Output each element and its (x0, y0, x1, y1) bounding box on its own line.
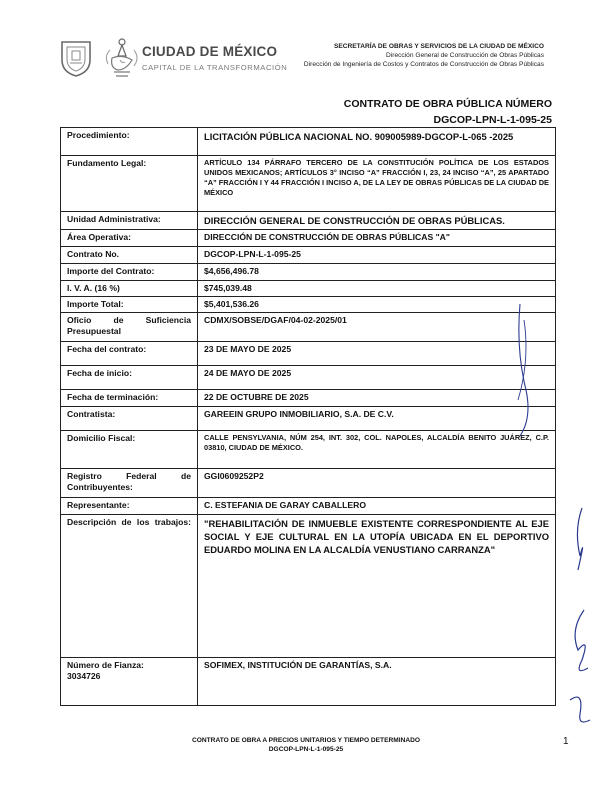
row-value: 24 DE MAYO DE 2025 (198, 366, 556, 390)
agency-header (304, 42, 544, 69)
row-value: DIRECCIÓN DE CONSTRUCCIÓN DE OBRAS PÚBLICAS "A" (198, 230, 556, 247)
row-label: Descripción de los trabajos: (61, 515, 198, 658)
monument-icon (100, 36, 140, 80)
table-row (61, 366, 556, 390)
table-row (61, 498, 556, 515)
row-label: Contrato No. (61, 247, 198, 264)
bond-label: Número de Fianza: (67, 660, 144, 670)
table-row (61, 658, 556, 706)
table-row (61, 297, 556, 313)
page-footer (0, 736, 612, 754)
row-value: SOFIMEX, INSTITUCIÓN DE GARANTÍAS, S.A. (198, 658, 556, 706)
table-row (61, 515, 556, 658)
footer-line-1: CONTRATO DE OBRA A PRECIOS UNITARIOS Y TIEMPO DETERMINADO (192, 737, 420, 744)
row-label: I. V. A. (16 %) (61, 281, 198, 297)
row-label: Fecha del contrato: (61, 342, 198, 366)
row-value: 22 DE OCTUBRE DE 2025 (198, 390, 556, 407)
footer-line-2: DGCOP-LPN-L-1-095-25 (268, 746, 344, 753)
contract-data-table (60, 127, 556, 706)
row-label: Fecha de inicio: (61, 366, 198, 390)
row-label: Unidad Administrativa: (61, 212, 198, 230)
table-row (61, 342, 556, 366)
contract-title: CONTRATO DE OBRA PÚBLICA NÚMERO (343, 98, 552, 110)
row-label: Oficio de Suficiencia Presupuestal (61, 313, 198, 342)
bond-number: 3034726 (67, 671, 101, 681)
table-row (61, 264, 556, 281)
cdmx-logo (58, 36, 288, 88)
row-value: $745,039.48 (198, 281, 556, 297)
row-value: $5,401,536.26 (198, 297, 556, 313)
table-row (61, 247, 556, 264)
table-row (61, 230, 556, 247)
row-value: "REHABILITACIÓN DE INMUEBLE EXISTENTE CORRESPONDIENTE AL EJE SOCIAL Y EJE CULTURAL EN LA UTOPÍA UBICADA EN EL DEPORTIVO EDUARDO MOLINA EN LA ALCALDÍA VENUSTIANO CARRANZA" (198, 515, 556, 658)
row-label: Importe del Contrato: (61, 264, 198, 281)
contract-number: DGCOP-LPN-L-1-095-25 (433, 114, 552, 126)
row-value: DGCOP-LPN-L-1-095-25 (198, 247, 556, 264)
row-value: 23 DE MAYO DE 2025 (198, 342, 556, 366)
table-row (61, 212, 556, 230)
table-row (61, 407, 556, 431)
row-label: Fecha de terminación: (61, 390, 198, 407)
row-value: LICITACIÓN PÚBLICA NACIONAL NO. 909005989-DGCOP-L-065 -2025 (198, 128, 556, 156)
table-row (61, 128, 556, 156)
coat-of-arms-icon (58, 38, 94, 78)
row-value: CDMX/SOBSE/DGAF/04-02-2025/01 (198, 313, 556, 342)
table-row (61, 281, 556, 297)
row-label: Procedimiento: (61, 128, 198, 156)
row-label: Área Operativa: (61, 230, 198, 247)
agency-line-3: Dirección de Ingeniería de Costos y Contratos de Construcción de Obras Públicas (303, 61, 544, 68)
row-label: Fundamento Legal: (61, 156, 198, 212)
table-row (61, 469, 556, 498)
row-value: CALLE PENSYLVANIA, NÚM 254, INT. 302, COL. NAPOLES, ALCALDÍA BENITO JUÁREZ, C.P. 03810, CIUDAD DE MÉXICO. (198, 431, 556, 469)
row-label: Importe Total: (61, 297, 198, 313)
table-row (61, 156, 556, 212)
signature-mark (560, 500, 608, 730)
row-value: GGI0609252P2 (198, 469, 556, 498)
row-value: $4,656,496.78 (198, 264, 556, 281)
row-label (61, 658, 198, 706)
table-row (61, 313, 556, 342)
table-row (61, 390, 556, 407)
agency-line-1: SECRETARÍA DE OBRAS Y SERVICIOS DE LA CIUDAD DE MÉXICO (333, 43, 544, 50)
row-value: DIRECCIÓN GENERAL DE CONSTRUCCIÓN DE OBRAS PÚBLICAS. (198, 212, 556, 230)
logo-subtitle: CAPITAL DE LA TRANSFORMACIÓN (142, 63, 288, 72)
row-label: Domicilio Fiscal: (61, 431, 198, 469)
row-label: Registro Federal de Contribuyentes: (61, 469, 198, 498)
row-value: ARTÍCULO 134 PÁRRAFO TERCERO DE LA CONSTITUCIÓN POLÍTICA DE LOS ESTADOS UNIDOS MEXICANOS; ARTÍCULOS 3° INCISO “A” FRACCIÓN I, 23, 24 INCISO “A”, 25 APARTADO “A” FRACCIÓN I Y 44 FRACCIÓN I INCISO A, DE LA LEY DE OBRAS PÚBLICAS DE LA CIUDAD DE MÉXICO (198, 156, 556, 212)
row-value: C. ESTEFANIA DE GARAY CABALLERO (198, 498, 556, 515)
contract-heading (344, 96, 552, 128)
row-value: GAREEIN GRUPO INMOBILIARIO, S.A. DE C.V. (198, 407, 556, 431)
agency-line-2: Dirección General de Construcción de Obras Públicas (386, 52, 544, 59)
row-label: Representante: (61, 498, 198, 515)
row-label: Contratista: (61, 407, 198, 431)
page-number: 1 (563, 736, 569, 747)
logo-title: CIUDAD DE MÉXICO (142, 44, 278, 59)
table-row (61, 431, 556, 469)
